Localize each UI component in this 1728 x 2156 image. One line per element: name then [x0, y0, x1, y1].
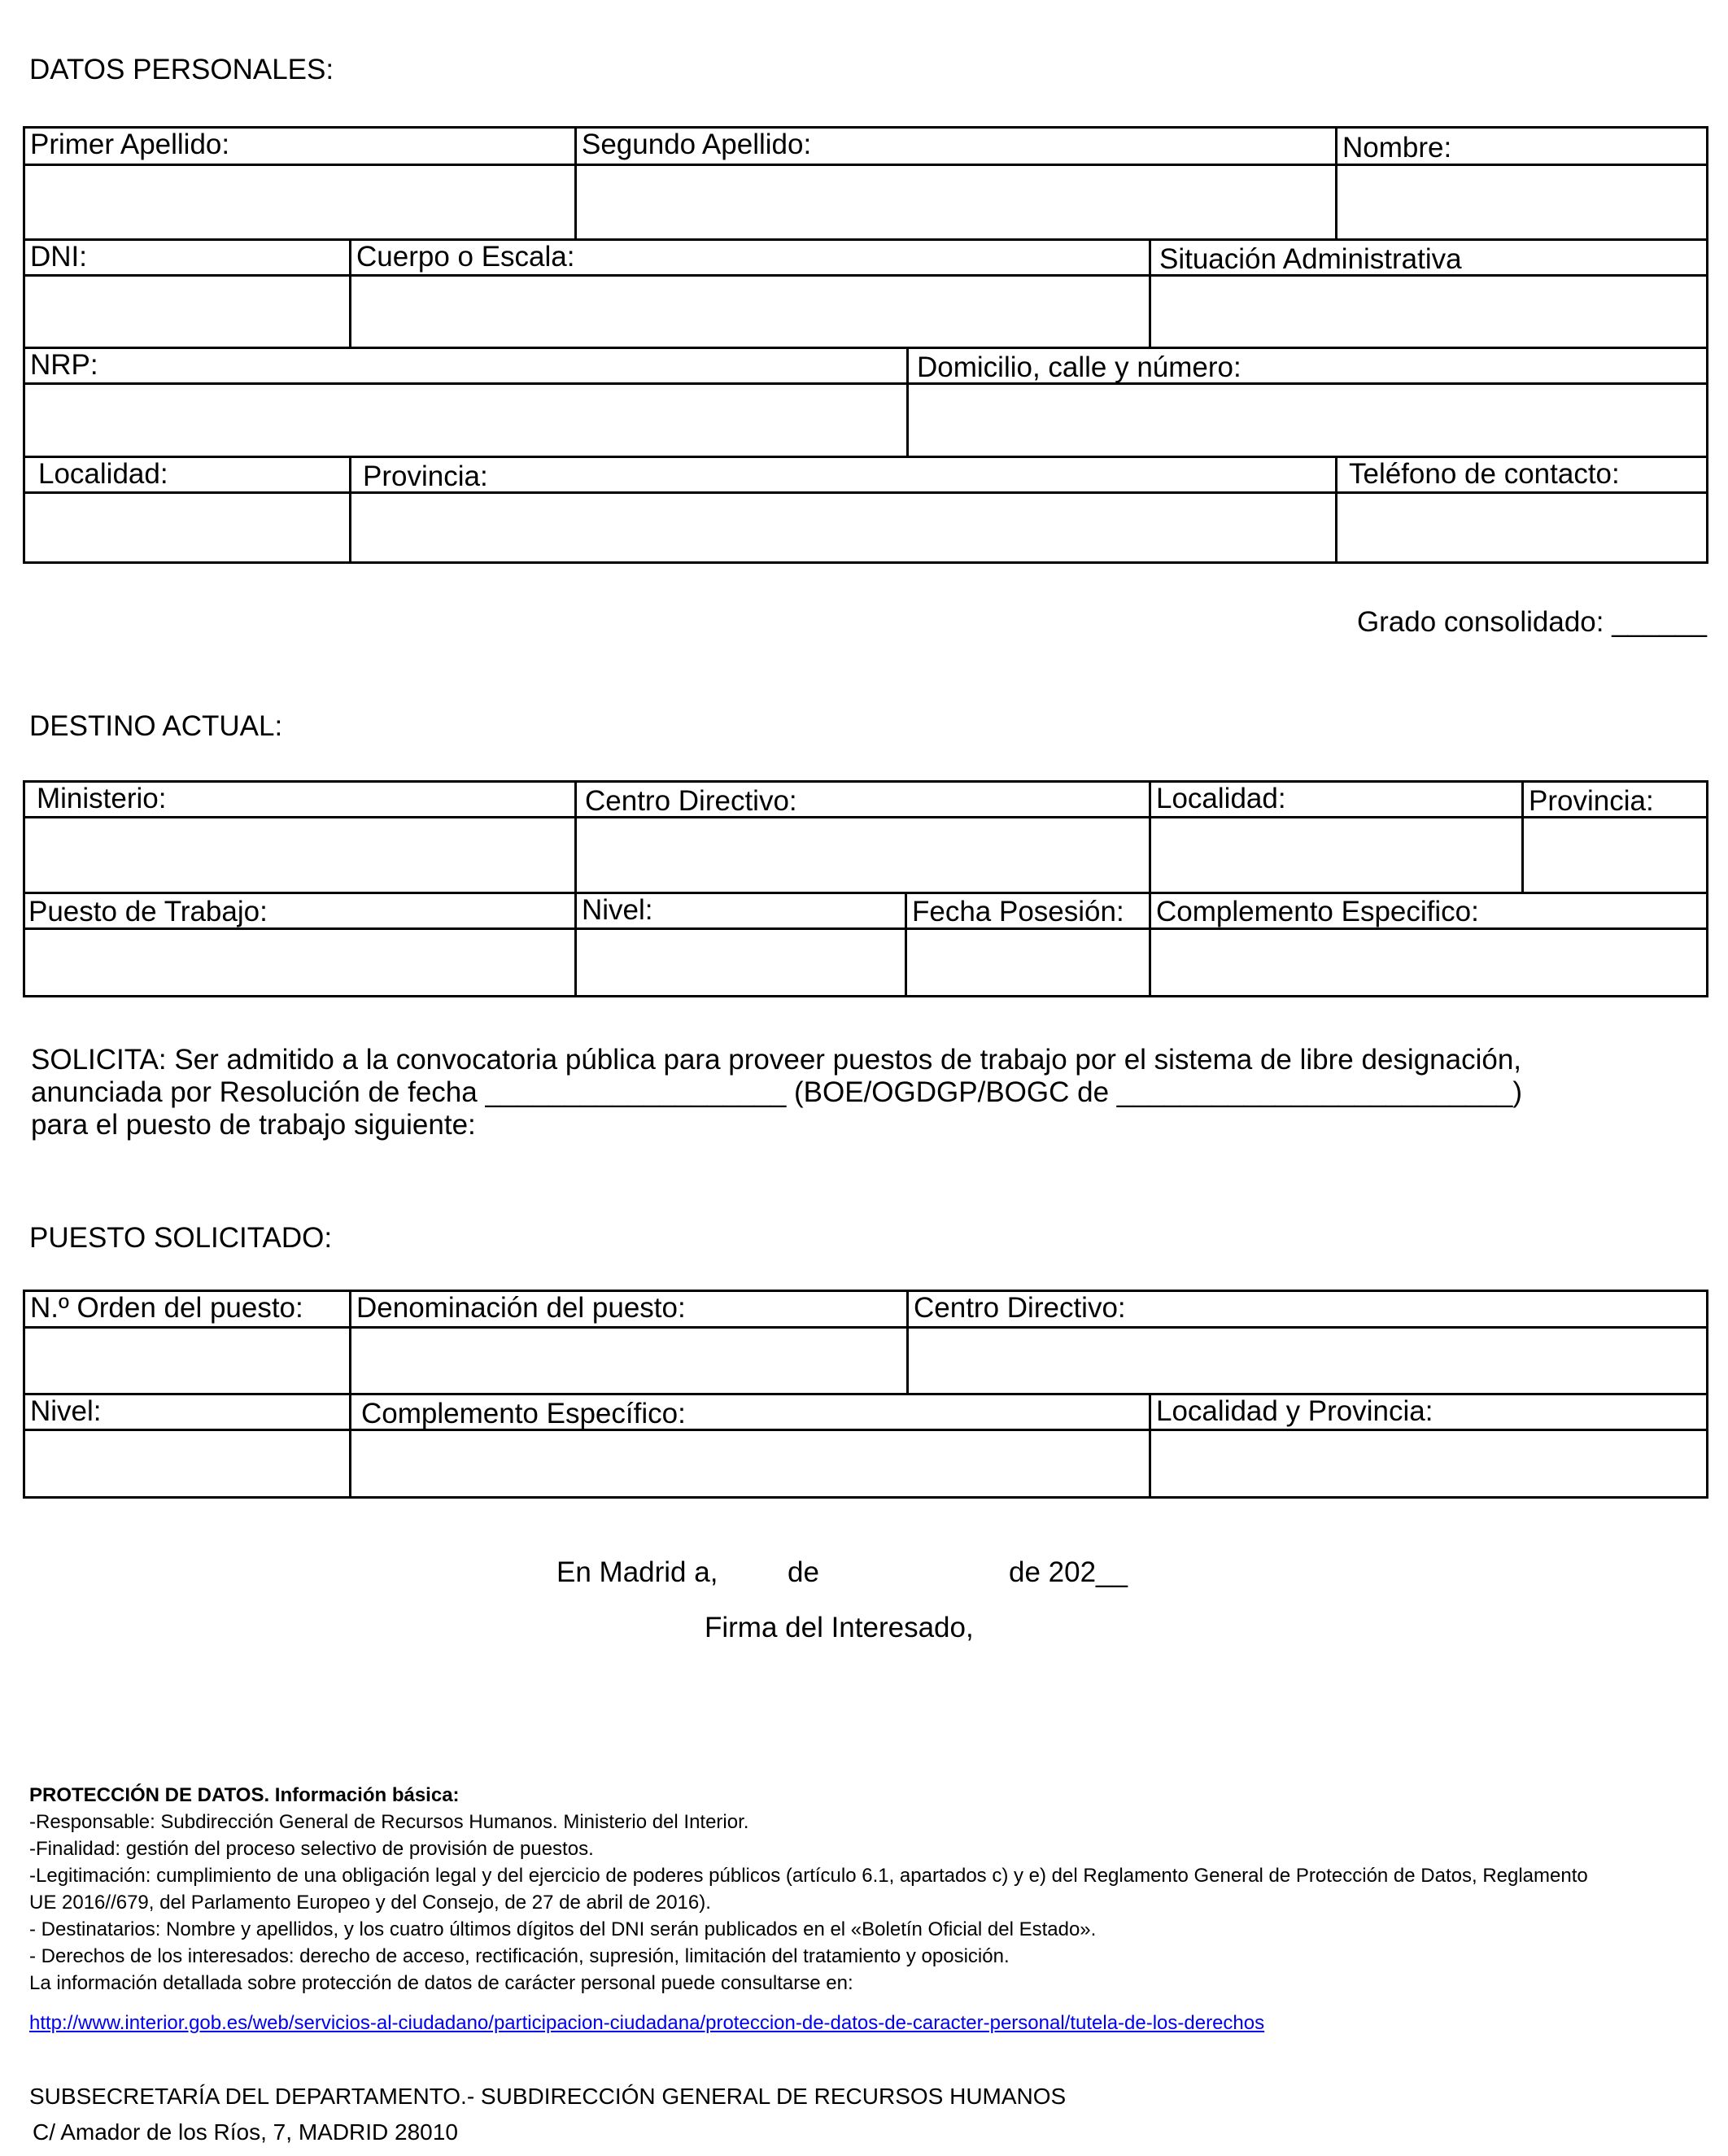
section-title-personal: DATOS PERSONALES:	[29, 54, 334, 85]
ministerio-label: Ministerio:	[37, 783, 167, 814]
table-row	[25, 783, 1706, 892]
proteccion-finalidad: -Finalidad: gestión del proceso selectivo de provisión de puestos.	[29, 1838, 594, 1860]
situacion-cell	[1149, 241, 1706, 347]
firma-interesado: Firma del Interesado,	[705, 1612, 974, 1643]
puesto-nivel-field[interactable]	[28, 1434, 346, 1491]
provincia-label: Provincia:	[363, 460, 488, 492]
complemento-especifico-label: Complemento Especifico:	[1156, 896, 1479, 927]
domicilio-label: Domicilio, calle y número:	[917, 351, 1241, 383]
ministerio-field[interactable]	[28, 822, 571, 887]
de-text-1: de	[788, 1556, 819, 1588]
orden-label: N.º Orden del puesto:	[30, 1292, 303, 1324]
telefono-label: Teléfono de contacto:	[1349, 458, 1620, 490]
puesto-centro-field[interactable]	[912, 1331, 1703, 1388]
puesto-table	[23, 1290, 1708, 1499]
puesto-centro-label: Centro Directivo:	[914, 1292, 1126, 1324]
destino-table	[23, 780, 1708, 997]
table-row	[25, 1292, 1706, 1393]
destino-provincia-field[interactable]	[1527, 822, 1703, 887]
puesto-nivel-label: Nivel:	[30, 1395, 102, 1427]
provincia-field[interactable]	[355, 497, 1332, 556]
situacion-label: Situación Administrativa	[1159, 243, 1462, 275]
footer-address: C/ Amador de los Ríos, 7, MADRID 28010	[33, 2119, 458, 2145]
primer-apellido-field[interactable]	[28, 168, 571, 233]
section-title-puesto: PUESTO SOLICITADO:	[29, 1222, 333, 1254]
localidad-provincia-field[interactable]	[1154, 1434, 1703, 1491]
divider	[25, 164, 1706, 166]
divider	[25, 1326, 1706, 1329]
solicita-line-1: SOLICITA: Ser admitido a la convocatoria pública para proveer puestos de trabajo por el sistema de libre designación,	[31, 1044, 1522, 1076]
nivel-label: Nivel:	[582, 894, 653, 926]
nombre-cell	[1335, 129, 1706, 238]
complemento-especifico-field[interactable]	[1154, 933, 1703, 990]
solicita-line-2: anunciada por Resolución de fecha ___________________ (BOE/OGDGP/BOGC de _________________________)	[31, 1076, 1523, 1108]
solicita-line-3: para el puesto de trabajo siguiente:	[31, 1109, 476, 1141]
proteccion-link[interactable]: http://www.interior.gob.es/web/servicios-al-ciudadano/participacion-ciudadana/proteccion-de-datos-de-caracter-personal/tutela-de-los-derechos	[29, 2012, 1265, 2034]
table-row	[25, 129, 1706, 238]
proteccion-legitimacion-1: -Legitimación: cumplimiento de una obligación legal y del ejercicio de poderes públicos (artículo 6.1, apartados c) y e) del Reglamento General de Protección de Datos, Reglamento	[29, 1865, 1588, 1887]
cuerpo-cell	[349, 241, 1149, 347]
dni-field[interactable]	[28, 280, 346, 342]
destino-localidad-label: Localidad:	[1156, 783, 1286, 814]
proteccion-info: La información detallada sobre protección de datos de carácter personal puede consultarse en:	[29, 1972, 853, 1994]
table-row	[25, 1393, 1706, 1496]
nrp-cell	[25, 349, 906, 456]
telefono-cell	[1335, 458, 1706, 561]
localidad-provincia-cell	[1149, 1395, 1706, 1496]
dni-cell	[25, 241, 349, 347]
domicilio-cell	[906, 349, 1706, 456]
puesto-complemento-field[interactable]	[355, 1434, 1145, 1491]
fecha-posesion-label: Fecha Posesión:	[912, 896, 1124, 927]
puesto-nivel-cell	[25, 1395, 349, 1496]
localidad-provincia-label: Localidad y Provincia:	[1156, 1395, 1433, 1427]
denominacion-label: Denominación del puesto:	[356, 1292, 686, 1324]
proteccion-legitimacion-2: UE 2016//679, del Parlamento Europeo y del Consejo, de 27 de abril de 2016).	[29, 1892, 711, 1914]
centro-directivo-label: Centro Directivo:	[585, 785, 797, 817]
nombre-label: Nombre:	[1342, 132, 1452, 164]
table-row	[25, 892, 1706, 995]
localidad-label: Localidad:	[38, 458, 168, 490]
grado-consolidado: Grado consolidado: ______	[1356, 606, 1707, 638]
de-text-2: de 202__	[1009, 1556, 1128, 1588]
proteccion-heading: PROTECCIÓN DE DATOS. Información básica:	[29, 1784, 460, 1806]
divider	[25, 927, 1706, 930]
provincia-cell	[349, 458, 1335, 561]
proteccion-destinatarios: - Destinatarios: Nombre y apellidos, y los cuatro últimos dígitos del DNI serán publicados en el «Boletín Oficial del Estado».	[29, 1918, 1097, 1940]
nivel-field[interactable]	[580, 933, 901, 990]
puesto-trabajo-cell	[25, 894, 574, 995]
orden-cell	[25, 1292, 349, 1393]
nrp-label: NRP:	[30, 349, 98, 381]
centro-directivo-cell	[574, 783, 1149, 892]
denominacion-field[interactable]	[355, 1331, 903, 1388]
destino-localidad-field[interactable]	[1154, 822, 1518, 887]
divider	[25, 816, 1706, 818]
puesto-centro-cell	[906, 1292, 1706, 1393]
footer-department: SUBSECRETARÍA DEL DEPARTAMENTO.- SUBDIRECCIÓN GENERAL DE RECURSOS HUMANOS	[29, 2084, 1067, 2109]
dni-label: DNI:	[30, 241, 87, 273]
nivel-cell	[574, 894, 905, 995]
table-row	[25, 456, 1706, 561]
table-row	[25, 238, 1706, 347]
segundo-apellido-cell	[574, 129, 1335, 238]
divider	[25, 1429, 1706, 1431]
puesto-trabajo-label: Puesto de Trabajo:	[28, 896, 268, 927]
primer-apellido-cell	[25, 129, 574, 238]
domicilio-field[interactable]	[912, 388, 1703, 451]
nombre-field[interactable]	[1341, 168, 1703, 233]
divider	[25, 491, 1706, 494]
nrp-field[interactable]	[28, 388, 903, 451]
situacion-field[interactable]	[1154, 280, 1703, 342]
cuerpo-field[interactable]	[355, 280, 1145, 342]
cuerpo-label: Cuerpo o Escala:	[356, 241, 575, 273]
localidad-cell	[25, 458, 349, 561]
puesto-complemento-cell	[349, 1395, 1149, 1496]
puesto-complemento-label: Complemento Específico:	[361, 1398, 686, 1429]
proteccion-responsable: -Responsable: Subdirección General de Recursos Humanos. Ministerio del Interior.	[29, 1811, 749, 1833]
puesto-trabajo-field[interactable]	[28, 933, 571, 990]
table-row	[25, 347, 1706, 456]
section-title-destino: DESTINO ACTUAL:	[29, 710, 283, 742]
divider	[25, 382, 1706, 385]
personal-data-table	[23, 126, 1708, 564]
complemento-especifico-cell	[1149, 894, 1706, 995]
ministerio-cell	[25, 783, 574, 892]
segundo-apellido-field[interactable]	[580, 168, 1332, 233]
segundo-apellido-label: Segundo Apellido:	[582, 129, 812, 160]
destino-localidad-cell	[1149, 783, 1521, 892]
centro-directivo-field[interactable]	[580, 822, 1145, 887]
orden-field[interactable]	[28, 1331, 346, 1388]
localidad-field[interactable]	[28, 497, 346, 556]
fecha-posesion-field[interactable]	[910, 933, 1145, 990]
telefono-field[interactable]	[1341, 497, 1703, 556]
destino-provincia-label: Provincia:	[1529, 785, 1654, 817]
primer-apellido-label: Primer Apellido:	[30, 129, 230, 160]
proteccion-derechos: - Derechos de los interesados: derecho de acceso, rectificación, supresión, limitación del tratamiento y oposición.	[29, 1945, 1010, 1967]
divider	[25, 274, 1706, 277]
denominacion-cell	[349, 1292, 906, 1393]
destino-provincia-cell	[1521, 783, 1706, 892]
fecha-posesion-cell	[905, 894, 1149, 995]
en-madrid-text: En Madrid a,	[556, 1556, 718, 1588]
